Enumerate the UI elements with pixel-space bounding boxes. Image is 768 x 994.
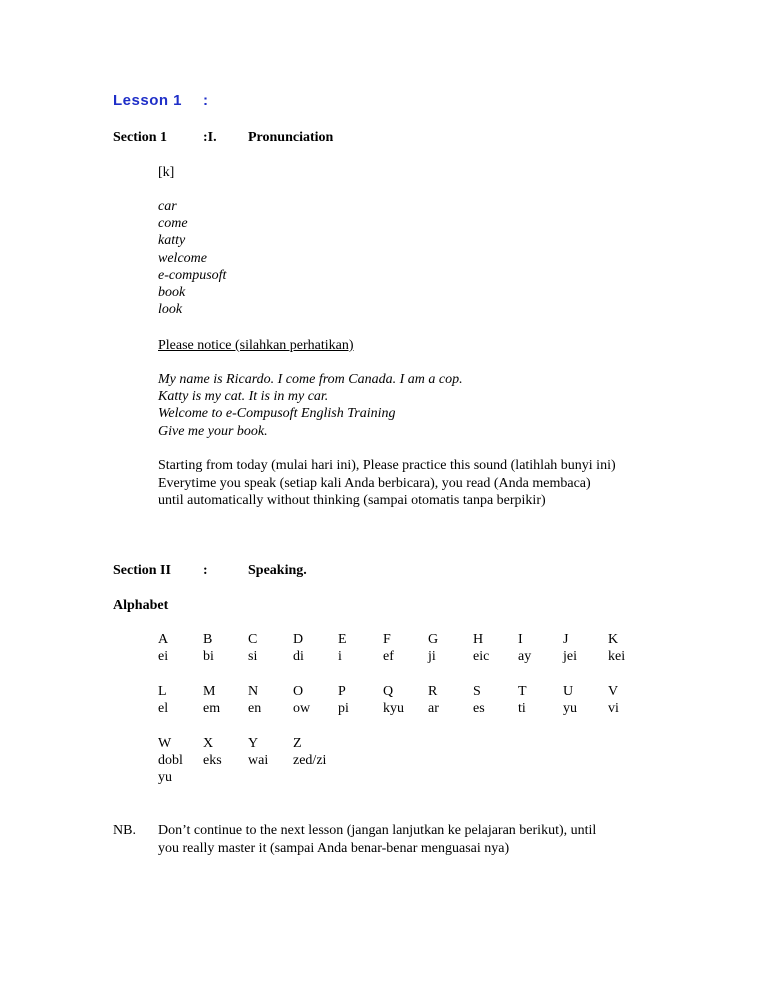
- alphabet-letter: I: [518, 632, 523, 647]
- alphabet-pronunciation: i: [338, 649, 342, 664]
- alphabet-pronunciation: en: [248, 701, 262, 716]
- alphabet-pronunciation: kyu: [383, 701, 404, 716]
- alphabet-pronunciation: ji: [428, 649, 436, 664]
- alphabet-letter: L: [158, 684, 167, 699]
- word-item: car: [158, 199, 177, 214]
- alphabet-letter: U: [563, 684, 574, 699]
- section-2-title: Speaking.: [248, 563, 307, 578]
- notice-heading: Please notice (silahkan perhatikan): [158, 338, 354, 353]
- section-2-colon: :: [203, 563, 208, 578]
- alphabet-pronunciation: eic: [473, 649, 490, 664]
- alphabet-letter: N: [248, 684, 259, 699]
- alphabet-pronunciation: pi: [338, 701, 349, 716]
- alphabet-pronunciation: kei: [608, 649, 626, 664]
- alphabet-pronunciation: ay: [518, 649, 532, 664]
- alphabet-letter: D: [293, 632, 304, 647]
- alphabet-pronunciation: bi: [203, 649, 214, 664]
- alphabet-pronunciation: ei: [158, 649, 169, 664]
- alphabet-letter: Z: [293, 736, 302, 751]
- alphabet-letter: F: [383, 632, 391, 647]
- alphabet-pronunciation: dobl yu: [158, 753, 183, 785]
- section-1-marker: :I.: [203, 130, 217, 145]
- alphabet-pronunciation: zed/zi: [293, 753, 327, 768]
- alphabet-letter: T: [518, 684, 527, 699]
- alphabet-pronunciation: es: [473, 701, 485, 716]
- sound-symbol: [k]: [158, 165, 175, 180]
- word-item: e-compusoft: [158, 268, 227, 283]
- alphabet-letter: Q: [383, 684, 394, 699]
- alphabet-heading: Alphabet: [113, 598, 169, 613]
- alphabet-pronunciation: em: [203, 701, 221, 716]
- word-item: katty: [158, 233, 186, 248]
- alphabet-letter: X: [203, 736, 214, 751]
- section-1-title: Pronunciation: [248, 130, 334, 145]
- alphabet-pronunciation: vi: [608, 701, 619, 716]
- alphabet-letter: E: [338, 632, 347, 647]
- nb-line: you really master it (sampai Anda benar-benar menguasai nya): [158, 841, 510, 856]
- lesson-heading: [113, 92, 209, 109]
- alphabet-letter: C: [248, 632, 258, 647]
- section-1-label: Section 1: [113, 130, 168, 145]
- word-item: look: [158, 302, 183, 317]
- alphabet-pronunciation: wai: [248, 753, 269, 768]
- instruction-line: Everytime you speak (setiap kali Anda berbicara), you read (Anda membaca): [158, 476, 591, 491]
- sentence-item: Katty is my cat. It is in my car.: [158, 389, 329, 404]
- section-2-label: Section II: [113, 563, 171, 578]
- sentence-item: Welcome to e-Compusoft English Training: [158, 406, 396, 421]
- word-item: come: [158, 216, 188, 231]
- alphabet-letter: B: [203, 632, 213, 647]
- alphabet-pronunciation: ef: [383, 649, 394, 664]
- word-item: welcome: [158, 251, 207, 266]
- nb-line: Don’t continue to the next lesson (jangan lanjutkan ke pelajaran berikut), until: [158, 823, 597, 838]
- alphabet-letter: M: [203, 684, 216, 699]
- alphabet-pronunciation: jei: [563, 649, 577, 664]
- lesson-title: Lesson 1: [113, 92, 183, 109]
- alphabet-letter: Y: [248, 736, 259, 751]
- alphabet-letter: A: [158, 632, 169, 647]
- alphabet-letter: G: [428, 632, 439, 647]
- instruction-line: Starting from today (mulai hari ini), Please practice this sound (latihlah bunyi ini): [158, 458, 616, 473]
- sentence-item: My name is Ricardo. I come from Canada. I am a cop.: [158, 372, 463, 387]
- alphabet-letter: R: [428, 684, 438, 699]
- alphabet-pronunciation: di: [293, 649, 304, 664]
- sentence-item: Give me your book.: [158, 424, 268, 439]
- alphabet-letter: O: [293, 684, 304, 699]
- alphabet-pronunciation: el: [158, 701, 169, 716]
- alphabet-letter: H: [473, 632, 484, 647]
- alphabet-pronunciation: yu: [563, 701, 577, 716]
- word-item: book: [158, 285, 186, 300]
- alphabet-letter: V: [608, 684, 619, 699]
- nb-label: NB.: [113, 823, 136, 838]
- alphabet-pronunciation: ow: [293, 701, 311, 716]
- alphabet-letter: J: [563, 632, 569, 647]
- alphabet-letter: W: [158, 736, 172, 751]
- alphabet-letter: P: [338, 684, 346, 699]
- instruction-line: until automatically without thinking (sampai otomatis tanpa berpikir): [158, 493, 546, 508]
- lesson-colon: :: [203, 92, 209, 109]
- alphabet-letter: S: [473, 684, 481, 699]
- alphabet-pronunciation: ar: [428, 701, 439, 716]
- alphabet-letter: K: [608, 632, 619, 647]
- alphabet-pronunciation: si: [248, 649, 258, 664]
- alphabet-pronunciation: eks: [203, 753, 222, 768]
- alphabet-pronunciation: ti: [518, 701, 526, 716]
